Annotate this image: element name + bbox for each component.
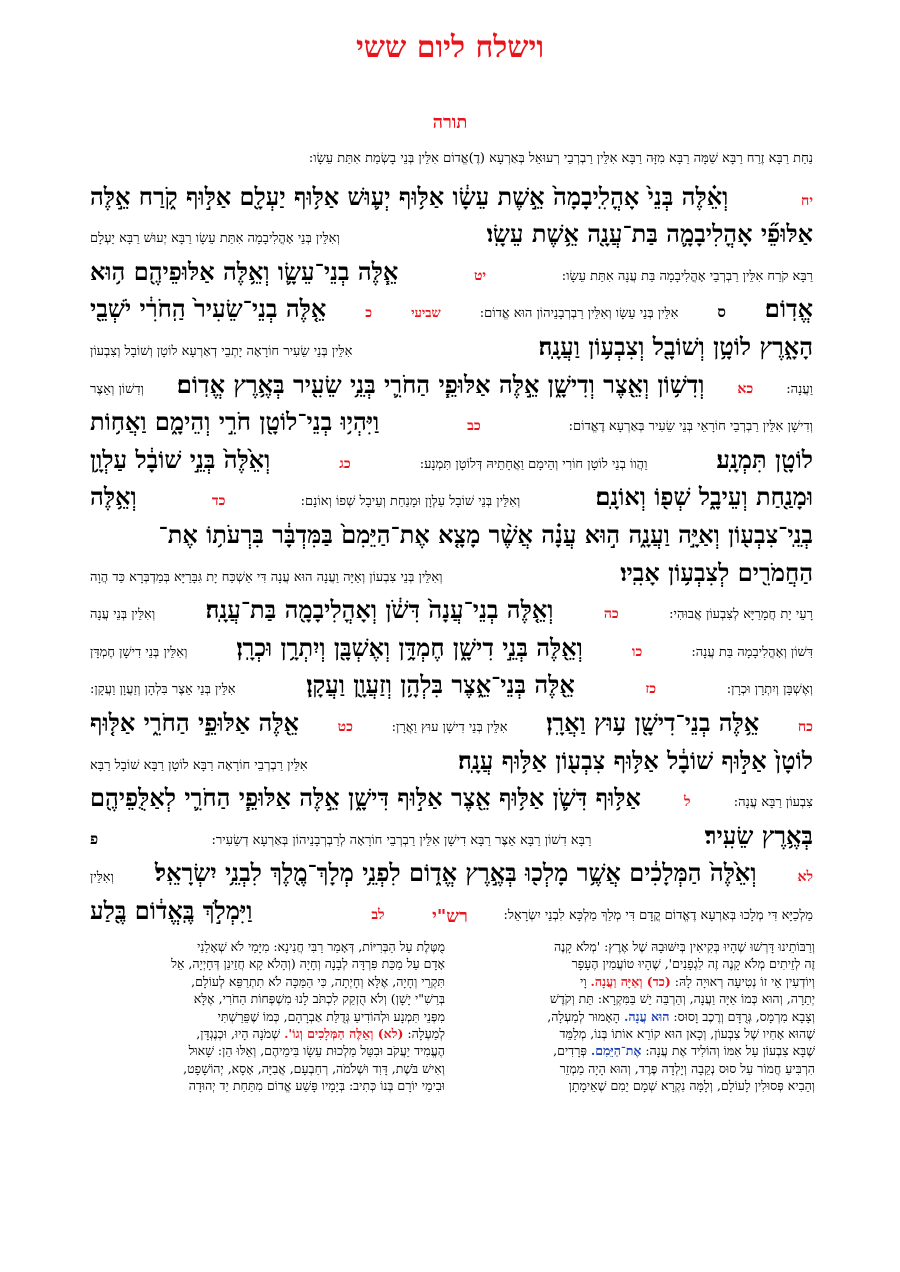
torah-line bbox=[90, 140, 813, 178]
onkelos-text: נַחַת רַבָּא זֶרַח רַבָּא שַׁמָּה רַבָּא מִזָּה רַבָּא אִלֵּין רַבְרְבֵי רְעוּאֵל בְּאַרְעָא (דֶ)אֱדוֹם אִלֵּין בְּנֵי בָשְׂמַת אִתַּת עֵשָׂו: bbox=[308, 151, 813, 166]
verse-text: וַיִּהְי֥וּ בְנֵי־לוֹטָ֖ן חֹרִ֣י וְהֵימָ֑ם וַאֲח֥וֹת bbox=[90, 407, 380, 437]
onkelos-text: וַעֲנָה: bbox=[786, 381, 813, 397]
verse-number: ל bbox=[684, 794, 691, 811]
verse-text: לוֹטָן֙ אַלּ֣וּף שׁוֹבָ֔ל אַלּ֥וּף צִבְע֖וֹן אַלּ֥וּף עֲנָֽה׃ bbox=[458, 745, 813, 775]
verse-text: אֵ֖לֶּה אַלּוּפֵ֣י הַחֹרִ֑י אַלּ֤וּף bbox=[90, 707, 299, 737]
torah-line bbox=[90, 742, 813, 780]
verse-text: וְאֵ֙לֶּה֙ בְּנֵ֣י שׁוֹבָ֔ל עַלְוָ֥ן bbox=[90, 444, 271, 474]
onkelos-text: וְאִלֵּין בְּנֵי עֲנָה bbox=[90, 607, 156, 623]
verse-number: כ bbox=[365, 305, 373, 322]
onkelos-text: וְאֶשְׁבָּן וְיִתְרָן וּכְרָן: bbox=[726, 682, 813, 698]
rashi-line bbox=[90, 1008, 445, 1025]
verse-text: וְאֵ֗לֶּה בְּנֵי֙ אָהֳלִֽיבָמָה֙ אֵ֣שֶׁת עֵשָׂ֔ו אַלּ֥וּף יְע֛וּשׁ אַלּ֥וּף יַעְלָ֖ם אַלּ֣וּף קֹ֑רַח אֵ֣לֶּה bbox=[90, 181, 729, 211]
verse-text: בְנֵֽי־צִבְע֖וֹן וְאַיָּ֣ה וַעֲנָ֑ה ה֣וּא עֲנָ֗ה אֲשֶׁ֨ר מָצָ֤א אֶת־הַיֵּמִם֙ בַּמִּדְבָּ֔ר בִּרְעֹת֥וֹ אֶת־ bbox=[158, 519, 813, 549]
rashi-line bbox=[90, 1042, 445, 1059]
torah-line bbox=[90, 704, 813, 742]
onkelos-text: צִבְעוֹן רַבָּא עֲנָה: bbox=[733, 795, 813, 811]
rashi-text: לְמַעְלָה: bbox=[407, 1025, 445, 1041]
rashi-line bbox=[90, 938, 445, 955]
verse-text: וְאֵ֙לֶּה֙ הַמְּלָכִ֔ים אֲשֶׁ֥ר מָלְכ֖וּ בְּאֶ֣רֶץ אֱד֑וֹם לִפְנֵ֥י מְלָךְ־מֶ֖לֶךְ לִבְנֵ֥י יִשְׂרָאֵֽל׃ bbox=[154, 858, 757, 888]
torah-line bbox=[90, 403, 813, 441]
onkelos-text: דִּשׁוֹן וְאָהֳלִיבָמָה בַּת עֲנָה: bbox=[691, 644, 813, 660]
rashi-text: הִרְבִּיעַ חֲמוֹר עַל סוּס נְקֵבָה וְיָלְדָה פֶּרֶד, וְהוּא הָיָה מַמְזֵר bbox=[559, 1060, 815, 1076]
torah-line bbox=[90, 366, 813, 404]
verse-number: כז bbox=[645, 681, 657, 698]
verse-number: כד bbox=[211, 493, 226, 510]
onkelos-text: רַבָּא דִשׁוֹן רַבָּא אֵצֶר רַבָּא דִישָׁן אִלֵּין רַבְרְבֵי חוֹרָאָה לְרַבְרְבָנֵיהוֹן בְּאַרְעָא דְשֵׂעִיר: bbox=[211, 832, 592, 848]
rashi-text: וְיוֹדְעִין אֵי זוֹ נְטִיעָה רְאוּיָה לָהּ: bbox=[674, 973, 815, 989]
rashi-line bbox=[460, 973, 815, 990]
onkelos-text: אִלֵּין בְּנֵי דִישָׁן עוּץ וַאֲרָן: bbox=[391, 719, 508, 735]
torah-line bbox=[90, 328, 813, 366]
onkelos-text: אִלֵּין רַבְרְבֵי חוֹרָאָה רַבָּא לוֹטָן רַבָּא שׁוֹבָל רַבָּא bbox=[90, 757, 308, 773]
verse-number: יח bbox=[801, 192, 813, 209]
verse-number: כה bbox=[603, 606, 619, 623]
torah-line bbox=[90, 591, 813, 629]
rashi-text: וָי bbox=[580, 973, 587, 989]
rashi-line bbox=[90, 1025, 445, 1042]
torah-line bbox=[90, 817, 813, 855]
section-break-mark: ס bbox=[717, 303, 726, 322]
onkelos-text: רָעֵי יָת חֲמָרַיָּא לְצִבְעוֹן אֲבוּהִי: bbox=[669, 607, 813, 623]
rashi-text: וְרַבּוֹתֵינוּ דָּרְשׁוּ שֶׁהָיוּ בְּקִיאִין בְּיִשּׁוּבָהּ שֶׁל אֶרֶץ: 'מְלֹא קָנֶה bbox=[554, 939, 815, 954]
verse-number: לא bbox=[797, 869, 813, 886]
verse-number: לב bbox=[371, 906, 385, 923]
onkelos-text: וְאִלֵּין בְּנֵי שׁוֹבָל עַלְוָן וּמָנַחַת וְעֵיבָל שְׁפוֹ וְאוֹנָם: bbox=[300, 494, 521, 510]
rashi-dibur-hamatchil: הוּא עֲנָה. bbox=[623, 1008, 670, 1024]
onkelos-text: אִלֵּין בְּנֵי שֵׂעִיר חוֹרָאָה יָתְבֵי דְאַרְעָא לוֹטָן וְשׁוֹבָל וְצִבְעוֹן bbox=[90, 343, 353, 359]
verse-text: אֵ֥לֶּה בְנֵי־דִישָׁ֖ן ע֥וּץ וַאֲרָֽן׃ bbox=[546, 707, 760, 737]
rashi-text: וּבִימֵי יוֹרָם בְּנוֹ כְּתִיב: בְּיָמָיו פָּשַׁע אֱדוֹם מִתַּחַת יַד יְהוּדָה bbox=[188, 1078, 445, 1094]
verse-number: כט bbox=[337, 718, 353, 735]
onkelos-text: וְאִלֵּין bbox=[90, 870, 114, 886]
verse-text: וְאֵ֖לֶּה בְּנֵ֣י דִישָׁ֑ן חֶמְדָּ֥ן וְאֶשְׁבָּ֖ן וְיִתְרָ֥ן וּכְרָֽן׃ bbox=[236, 632, 583, 662]
verse-text: וַיִּמְלֹ֣ךְ בֶּֽאֱד֔וֹם בֶּ֖לַע bbox=[90, 895, 253, 925]
rashi-text: מִפְּנֵי תִּמְנָע וּלְהוֹדִיעַ גְּדֻלַּת אַבְרָהָם, כְּמוֹ שֶׁפֵּרַשְׁתִּי bbox=[217, 1008, 445, 1024]
verse-number: כב bbox=[467, 418, 481, 435]
onkelos-text: וְדִשׁוֹן וְאֵצֶר bbox=[90, 381, 144, 397]
rashi-line bbox=[460, 990, 815, 1007]
rashi-text: אָדָם עַל מַכַּת פִּרְדָּה לְבָנָה וְחָיָה (וְהָלֹא קָא חֲזֵינַן דְּחָיְיָה, אֵל bbox=[171, 956, 445, 972]
torah-line bbox=[90, 253, 813, 291]
verse-text: וְדִשׁ֥וֹן וְאֵ֖צֶר וְדִישָׁ֑ן אֵ֣לֶּה אַלּוּפֵ֧י הַחֹרִ֛י בְּנֵ֥י שֵׂעִ֖יר בְּאֶ֥רֶץ אֱדֽוֹם׃ bbox=[176, 369, 705, 399]
verse-text: הָאָ֑רֶץ לוֹטָ֥ן וְשׁוֹבָ֖ל וְצִבְע֥וֹן וַעֲנָֽה׃ bbox=[538, 331, 813, 361]
rashi-line bbox=[90, 955, 445, 972]
verse-number: כג bbox=[339, 455, 351, 472]
verse-number: כו bbox=[631, 643, 643, 660]
torah-line bbox=[90, 779, 813, 817]
rashi-line bbox=[460, 1008, 815, 1025]
aliyah-marker: שביעי bbox=[411, 306, 441, 322]
verse-text: אַלּ֥וּף דִּשֹׁ֛ן אַלּ֥וּף אֵ֖צֶר אַלּ֣וּף דִּישָׁ֑ן אֵ֣לֶּה אַלּוּפֵ֧י הַחֹרִ֛י לְאַלֻּפֵיהֶ֖ם bbox=[90, 783, 641, 813]
rashi-line bbox=[460, 1077, 815, 1094]
rashi-dibur-hamatchil: אֶת־הַיֵּמִם. bbox=[590, 1043, 642, 1059]
verse-text: אֵ֤לֶּה בְנֵי־שֵׂעִיר֙ הַֽחֹרִ֔י יֹשְׁבֵ֖י bbox=[90, 294, 327, 324]
verse-text: בְּאֶ֥רֶץ שֵׂעִֽיר׃ bbox=[704, 820, 813, 850]
onkelos-text: רַבָּא קֹרַח אִלֵּין רַבְרְבֵי אָהֳלִיבָמָה בַּת עֲנָה אִתַּת עֵשָׂו: bbox=[561, 268, 813, 284]
torah-heading: תורה bbox=[432, 112, 468, 133]
rashi-text: וְצָבָא מִרְמָס, גְּרֻדָּם וְרֶכֶב וָסוּס: bbox=[673, 1008, 815, 1024]
rashi-line bbox=[90, 990, 445, 1007]
rashi-text: פְּרָדִים, bbox=[553, 1043, 587, 1059]
rashi-line bbox=[460, 1060, 815, 1077]
torah-line bbox=[90, 178, 813, 216]
torah-line bbox=[90, 215, 813, 253]
torah-line bbox=[90, 478, 813, 516]
rashi-line bbox=[460, 938, 815, 955]
rashi-text: תִּקְרֵי וְחָיָה, אֶלָּא וְחָיְתָה, כִּי הַמַּכָּה לֹא תִתְרַפֵּא לְעוֹלָם, bbox=[191, 973, 445, 989]
rashi-text: שֶׁבָּא צִבְעוֹן עַל אִמּוֹ וְהוֹלִיד אֶת עֲנָה: bbox=[645, 1043, 815, 1059]
rashi-column-right bbox=[460, 938, 815, 1250]
verse-text: אֱדֽוֹם׃ bbox=[764, 294, 813, 324]
rashi-dibur-hamatchil: (לא) וְאֵלֶּה הַמְּלָכִים וְגוֹ'. bbox=[284, 1025, 404, 1041]
verse-number: כח bbox=[797, 718, 813, 735]
section-break-mark: פ bbox=[90, 829, 99, 848]
page-title: וישלח ליום ששי bbox=[355, 30, 545, 65]
verse-number: יט bbox=[473, 267, 487, 284]
verse-text: לוֹטָ֖ן תִּמְנָֽע׃ bbox=[716, 444, 813, 474]
rashi-text: יְתֵרָה, וְהוּא כְּמוֹ אַיָּה וַעֲנָה, וְהַרְבֵּה יֵשׁ בַּמִּקְרָא: תֵּת וְקֹדֶשׁ bbox=[549, 991, 815, 1007]
torah-line bbox=[90, 629, 813, 667]
torah-line bbox=[90, 516, 813, 554]
onkelos-text: וַהֲווֹ בְנֵי לוֹטָן חוֹרִי וְהֵימָם וַאֲחָתֵיהּ דְּלוֹטָן תִּמְנָע: bbox=[419, 456, 648, 472]
rashi-heading: רש"י bbox=[432, 906, 468, 927]
rashi-line bbox=[90, 973, 445, 990]
rashi-line bbox=[460, 1042, 815, 1059]
torah-line bbox=[90, 441, 813, 479]
rashi-text: מֻטֶּלֶת עַל הַבְּרִיּוֹת, דְּאָמַר רַבִּי חֲנִינָא: מִיָּמַי לֹא שְׁאָלַנִי bbox=[197, 939, 445, 954]
rashi-dibur-hamatchil: (כד) וְאַיָּה וַעֲנָה. bbox=[590, 973, 671, 989]
onkelos-text: מַלְכַיָּא דִּי מְלָכוּ בְּאַרְעָא דֶאֱדוֹם קֳדָם דִּי מְלַךְ מַלְכָּא לִבְנֵי יִשְׂרָאֵל: bbox=[503, 907, 813, 923]
rashi-line bbox=[460, 1025, 815, 1042]
rashi-text: וְהֵבִיא פְּסוּלִין לָעוֹלָם, וְלָמָּה נִקְרָא שְׁמָם יֵמִם שֶׁאֵימָתָן bbox=[568, 1078, 815, 1094]
onkelos-text: וְאִלֵּין בְּנֵי צִבְעוֹן וְאַיָּה וַעֲנָה הוּא עֲנָה דִּי אַשְׁכַּח יָת גִּבָּרַיָּא בְּמַדְבְּרָא כַּד הֲוָה bbox=[90, 569, 443, 585]
onkelos-text: אִלֵּין בְּנֵי אֵצֶר בִּלְהָן וְזַעֲוָן וַעֲקָן: bbox=[90, 682, 236, 698]
torah-line bbox=[90, 854, 813, 892]
torah-line bbox=[90, 554, 813, 592]
torah-line bbox=[90, 290, 813, 328]
rashi-column-left bbox=[90, 938, 445, 1250]
rashi-text: שֶׁהוּא אָחִיו שֶׁל צִבְעוֹן, וְכָאן הוּא קוֹרֵא אוֹתוֹ בְּנוֹ, מְלַמֵּד bbox=[559, 1025, 815, 1041]
verse-text: וְאֵ֥לֶּה bbox=[90, 482, 137, 512]
rashi-text: שְׁמֹנָה הָיוּ, וּכְנֶגְדָּן, bbox=[196, 1025, 281, 1041]
torah-line bbox=[90, 666, 813, 704]
verse-text: אֵ֧לֶּה בְנֵי־עֵשָׂ֛ו וְאֵ֥לֶּה אַלּוּפֵיהֶ֖ם ה֥וּא bbox=[90, 256, 399, 286]
rashi-text: זֶה לְזֵיתִים מְלֹא קָנֶה זֶה לִגְפָנִים', שֶׁהָיוּ טוֹעֲמִין הֶעָפָר bbox=[571, 956, 815, 972]
verse-number: כא bbox=[737, 380, 754, 397]
rashi-text: הֶעֱמִיד יַעֲקֹב וּבִטֵּל מַלְכוּת עֵשָׂו בִּימֵיהֶם, וְאֵלּוּ הֵן: שָׁאוּל bbox=[188, 1043, 445, 1059]
verse-text: אֵ֖לֶּה בְּנֵי־אֵ֑צֶר בִּלְהָ֥ן וְזַעֲוָ֖ן וַעֲקָֽן׃ bbox=[306, 670, 575, 700]
onkelos-text: וְאִלֵּין בְּנֵי אָהֳלִיבָמָה אִתַּת עֵשָׂו רַבָּא יְעוּשׁ רַבָּא יַעְלָם bbox=[90, 231, 340, 247]
verse-text: וְאֵ֤לֶּה בְנֵי־עֲנָה֙ דִּשֹׁ֔ן וְאָהֳלִיבָמָ֖ה בַּת־עֲנָֽה׃ bbox=[205, 595, 554, 625]
onkelos-text: וְאִלֵּין בְּנֵי דִישָׁן חֶמְדָּן bbox=[90, 644, 188, 660]
rashi-text: בְּרַשִׁ"י יָשָׁן) וְלֹא הֻזְקַק לִכְתֹּב לָנוּ מִשְׁפְּחוֹת הַחֹרִי, אֶלָּא bbox=[193, 991, 445, 1007]
onkelos-text: וְדִישָׁן אִלֵּין רַבְרְבֵי חוֹרָאֵי בְּנֵי שֵׂעִיר בְּאַרְעָא דֶאֱדוֹם: bbox=[568, 419, 813, 435]
rashi-line bbox=[90, 1060, 445, 1077]
verse-text: וּמָנַ֖חַת וְעֵיבָ֑ל שְׁפ֖וֹ וְאוֹנָֽם׃ bbox=[595, 482, 813, 512]
onkelos-text: אִלֵּין בְּנֵי עֵשָׂו וְאִלֵּין רַבְרְבָנֵיהוֹן הוּא אֱדוֹם: bbox=[479, 306, 679, 322]
rashi-line bbox=[90, 1077, 445, 1094]
verse-text: אַלּוּפֵ֞י אָהֳלִיבָמָ֛ה בַּת־עֲנָ֖ה אֵ֥שֶׁת עֵשָֽׂו׃ bbox=[486, 219, 813, 249]
rashi-line bbox=[460, 955, 815, 972]
verse-text: הַחֲמֹרִ֖ים לְצִבְע֥וֹן אָבִֽיו׃ bbox=[620, 557, 813, 587]
rashi-text: הָאָמוּר לְמַעְלָה, bbox=[547, 1008, 620, 1024]
rashi-text: וְאִישׁ בֹּשֶׁת, דָּוִד וּשְׁלֹמֹה, רְחַבְעָם, אֲבִיָּה, אָסָא, יְהוֹשָׁפָט, bbox=[183, 1060, 445, 1076]
